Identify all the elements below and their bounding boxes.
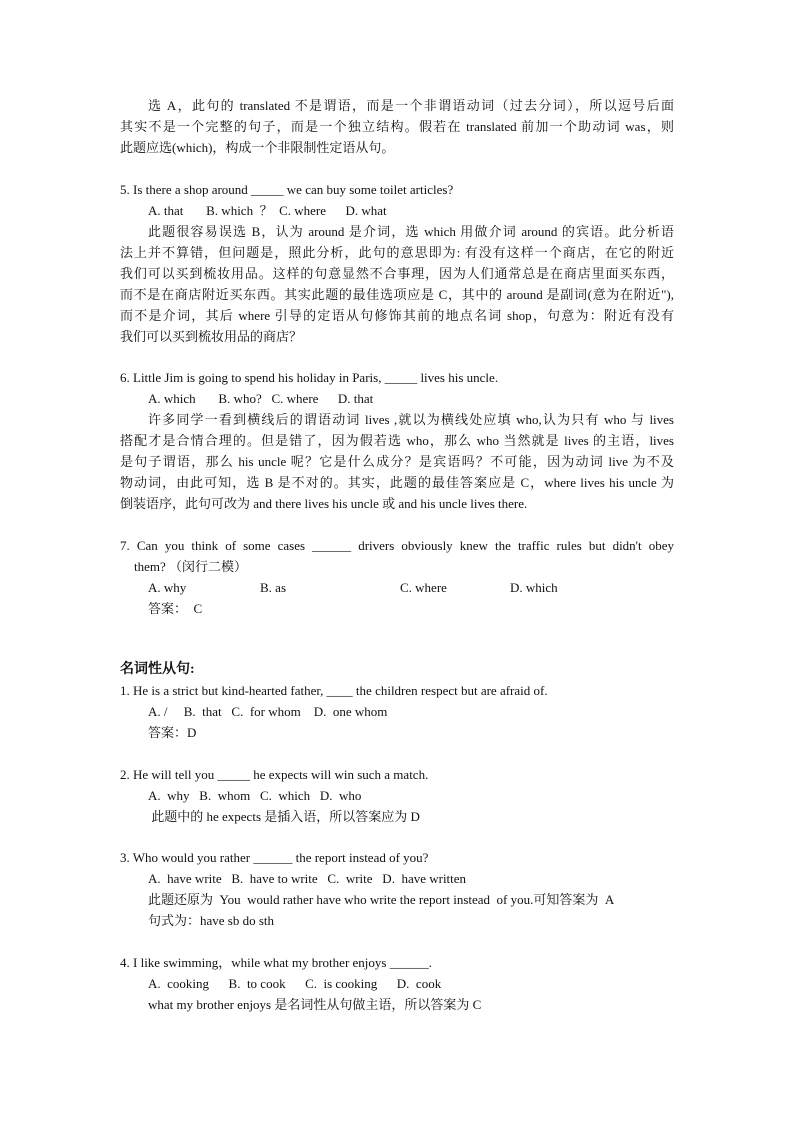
q5-explain-line-1: 此题很容易误选 B，认为 around 是介词，选 which 用做介词 around 的宾语。此分析语: [148, 224, 674, 239]
n4-explain: what my brother enjoys 是名词性从句做主语，所以答案为 C: [148, 997, 482, 1012]
q7-option-b: B. as: [260, 580, 286, 595]
q5-explain-line-2: 法上并不算错，但问题是，照此分析，此句的意思即为: 有没有这样一个商店，在它的附近: [120, 245, 674, 260]
q4-explain-line-3: 此题应选(which)，构成一个非限制性定语从句。: [120, 140, 395, 155]
q5-question: 5. Is there a shop around _____ we can buy some toilet articles?: [120, 182, 454, 197]
q7-option-a: A. why: [148, 580, 187, 595]
section-title: 名词性从句:: [120, 662, 195, 677]
n3-question: 3. Who would you rather ______ the report instead of you?: [120, 850, 429, 865]
n3-options: A. have write B. have to write C. write D. have written: [148, 871, 467, 886]
n2-options: A. why B. whom C. which D. who: [148, 788, 362, 803]
n1-options: A. / B. that C. for whom D. one whom: [148, 704, 388, 719]
n4-options: A. cooking B. to cook C. is cooking D. cook: [148, 976, 442, 991]
q5-explain-line-4: 而不是在商店附近买东西。其实此题的最佳选项应是 C，其中的 around 是副词(意为在附近"),: [120, 287, 674, 302]
q5-options: A. that B. which ？ C. where D. what: [148, 203, 387, 218]
q6-explain-line-4: 物动词，由此可知，选 B 是不对的。其实，此题的最佳答案应是 C，where lives his uncle 为: [120, 475, 674, 490]
n3-explain-line-2: 句式为：have sb do sth: [148, 913, 275, 928]
q5-explain-line-3: 我们可以买到梳妆用品。这样的句意显然不合事理，因为人们通常总是在商店里面买东西，: [120, 266, 674, 281]
n4-question: 4. I like swimming，while what my brother enjoys ______.: [120, 955, 432, 970]
q6-question: 6. Little Jim is going to spend his holiday in Paris, _____ lives his uncle.: [120, 370, 499, 385]
q6-options: A. which B. who? C. where D. that: [148, 391, 374, 406]
q7-option-c: C. where: [400, 580, 447, 595]
q7-question-line-2: them? （闵行二模）: [134, 559, 248, 574]
n1-answer: 答案：D: [148, 725, 197, 740]
q5-explain-line-5: 而不是介词，其后 where 引导的定语从句修饰其前的地点名词 shop，句意为：附近有没有: [120, 308, 674, 323]
q4-explain-line-1: 选 A，此句的 translated 不是谓语，而是一个非谓语动词（过去分词），所以逗号后面: [148, 98, 674, 113]
q6-explain-line-3: 是句子谓语，那么 his uncle 呢？它是什么成分？是宾语吗？不可能，因为动词 live 为不及: [120, 454, 674, 469]
q7-question-line-1: 7. Can you think of some cases ______ drivers obviously knew the traffic rules but didn't obey: [120, 538, 674, 553]
q6-explain-line-5: 倒装语序，此句可改为 and there lives his uncle 或 and his uncle lives there.: [120, 496, 528, 511]
q7-answer: 答案： C: [148, 601, 203, 616]
q7-option-d: D. which: [510, 580, 558, 595]
q5-explain-line-6: 我们可以买到梳妆用品的商店？: [120, 329, 303, 344]
q6-explain-line-1: 许多同学一看到横线后的谓语动词 lives ,就以为横线处应填 who,认为只有 who 与 lives: [148, 412, 674, 427]
n2-question: 2. He will tell you _____ he expects will win such a match.: [120, 767, 429, 782]
n3-explain-line-1: 此题还原为 You would rather have who write the report instead of you.可知答案为 A: [148, 892, 615, 907]
n1-question: 1. He is a strict but kind-hearted father, ____ the children respect but are afraid of.: [120, 683, 548, 698]
n2-explain: 此题中的 he expects 是插入语，所以答案应为 D: [148, 809, 420, 824]
q4-explain-line-2: 其实不是一个完整的句子，而是一个独立结构。假若在 translated 前加一个助动词 was，则: [120, 119, 674, 134]
q6-explain-line-2: 搭配才是合情合理的。但是错了，因为假若选 who，那么 who 当然就是 lives 的主语，lives: [120, 433, 674, 448]
